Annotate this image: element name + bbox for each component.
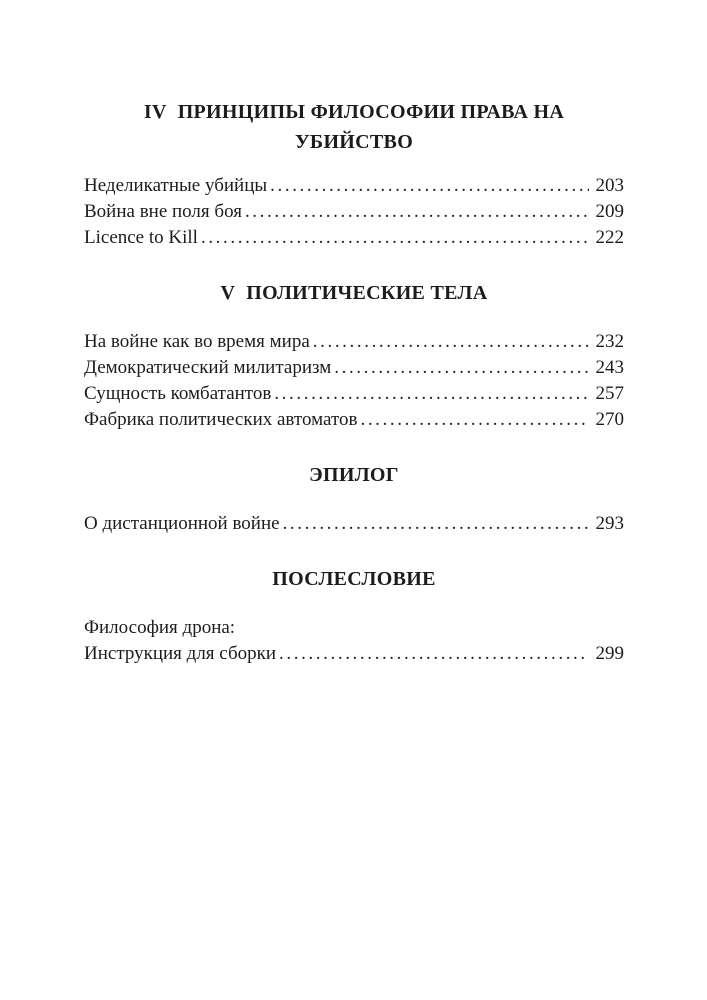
dot-leader — [283, 511, 589, 537]
entry-title-first-line: Философия дрона: — [84, 617, 236, 638]
toc-section-afterword — [84, 564, 624, 667]
entry-title: Сущность комбатантов — [84, 383, 272, 404]
entry-title: Licence to Kill — [84, 227, 198, 248]
section-heading — [104, 278, 604, 308]
entry-title: Демократический милитаризм — [84, 357, 332, 378]
section-heading — [104, 97, 604, 157]
entries-list — [84, 511, 624, 537]
toc-entry — [84, 511, 624, 537]
entry-page-number: 209 — [595, 201, 624, 222]
dot-leader — [334, 355, 588, 381]
entries-list — [84, 615, 624, 667]
section-heading — [104, 460, 604, 490]
dot-leader — [360, 407, 588, 433]
entry-page-number: 293 — [595, 513, 624, 534]
toc-entry — [84, 329, 624, 355]
entry-title: Война вне поля боя — [84, 201, 242, 222]
section-numeral: IV — [143, 101, 167, 123]
toc-section-epilogue — [84, 460, 624, 537]
toc-entry — [84, 225, 624, 251]
toc-entry — [84, 199, 624, 225]
entries-list — [84, 329, 624, 433]
entry-title: Неделикатные убийцы — [84, 175, 268, 196]
entry-page-number: 203 — [595, 175, 624, 196]
entry-page-number: 243 — [595, 357, 624, 378]
entries-list — [84, 173, 624, 251]
entry-page-number: 299 — [595, 643, 624, 664]
dot-leader — [274, 381, 588, 407]
toc-section-iv — [84, 97, 624, 251]
entry-title: На войне как во время мира — [84, 331, 310, 352]
section-title: ПОЛИТИЧЕСКИЕ ТЕЛА — [246, 282, 488, 304]
dot-leader — [313, 329, 589, 355]
dot-leader — [245, 199, 589, 225]
dot-leader — [270, 173, 588, 199]
toc-entry — [84, 641, 624, 667]
toc-entry — [84, 355, 624, 381]
section-heading — [104, 564, 604, 594]
section-title: ЭПИЛОГ — [309, 464, 399, 486]
toc-entry — [84, 173, 624, 199]
toc-content — [84, 0, 624, 667]
dot-leader — [201, 225, 589, 251]
dot-leader — [279, 641, 588, 667]
entry-title: Фабрика политических автоматов — [84, 409, 358, 430]
entry-title-second-line: Инструкция для сборки — [84, 643, 277, 664]
toc-entry — [84, 381, 624, 407]
section-title: ПРИНЦИПЫ ФИЛОСОФИИ ПРАВА НА УБИЙСТВО — [177, 101, 565, 153]
entry-page-number: 257 — [595, 383, 624, 404]
entry-title: О дистанционной войне — [84, 513, 280, 534]
toc-section-v — [84, 278, 624, 433]
entry-page-number: 270 — [595, 409, 624, 430]
section-title: ПОСЛЕСЛОВИЕ — [272, 568, 436, 590]
entry-page-number: 232 — [595, 331, 624, 352]
toc-entry — [84, 407, 624, 433]
section-numeral: V — [220, 282, 236, 304]
entry-page-number: 222 — [595, 227, 624, 248]
